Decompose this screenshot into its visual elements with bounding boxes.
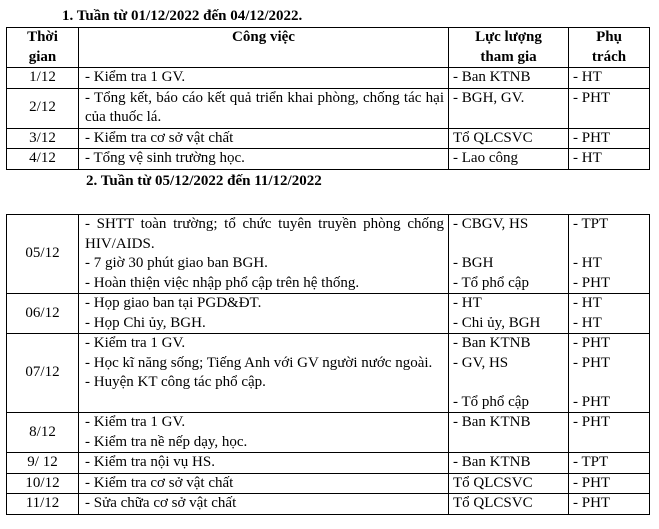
force-cell (449, 473, 569, 494)
force-line: - Tổ phổ cập (453, 393, 529, 410)
force-line: Tổ QLCSVC (453, 129, 533, 146)
force-cell (449, 128, 569, 149)
work-line: - Kiểm tra cơ sở vật chất (85, 474, 234, 491)
work-cell (79, 494, 449, 515)
date-cell: 10/12 (7, 473, 79, 494)
lead-line (573, 235, 645, 255)
table-row (7, 473, 650, 494)
force-line (453, 373, 564, 393)
lead-cell (569, 128, 650, 149)
force-line (453, 235, 564, 255)
date-cell: 07/12 (7, 334, 79, 413)
work-line: - Hoàn thiện việc nhập phổ cập trên hệ thống. (85, 274, 360, 291)
force-line: Tổ QLCSVC (453, 474, 533, 491)
force-line: - GV, HS (453, 354, 509, 371)
date-cell: 4/12 (7, 149, 79, 170)
week1-heading: 1. Tuần từ 01/12/2022 đến 04/12/2022. (62, 8, 303, 24)
header-work (79, 28, 449, 68)
work-line: - Kiểm tra cơ sở vật chất (85, 129, 234, 146)
force-cell (449, 334, 569, 413)
lead-line: - HT (573, 255, 602, 271)
header-time-line: Thời (27, 29, 58, 45)
force-line: - CBGV, HS (453, 216, 529, 232)
work-line: - Tổng vệ sinh trường học. (85, 150, 245, 166)
table-row (7, 215, 650, 294)
force-line: - Lao công (453, 150, 518, 166)
week2-table (6, 214, 650, 515)
lead-line: - PHT (573, 335, 611, 351)
force-cell (449, 494, 569, 515)
work-line: - Sửa chữa cơ sở vật chất (85, 495, 237, 511)
lead-line: - PHT (573, 354, 611, 371)
lead-line: - PHT (573, 129, 611, 146)
work-cell (79, 453, 449, 474)
work-line: - SHTT toàn trường; tổ chức tuyên truyền phòng chống HIV/AIDS. (85, 216, 444, 252)
work-cell (79, 294, 449, 334)
force-line: - Ban KTNB (453, 335, 531, 351)
work-cell (79, 128, 449, 149)
table-row (7, 413, 650, 453)
force-line: - Chi ủy, BGH (453, 314, 541, 331)
date-cell: 06/12 (7, 294, 79, 334)
lead-cell (569, 473, 650, 494)
lead-line: - PHT (573, 274, 611, 291)
lead-line: - HT (573, 69, 602, 85)
header-row (7, 28, 650, 68)
header-force-line: Lực lượng (475, 29, 542, 45)
work-cell (79, 149, 449, 170)
date-cell: 8/12 (7, 413, 79, 453)
work-line: - Huyện KT công tác phổ cập. (85, 374, 266, 390)
force-cell (449, 215, 569, 294)
work-line: - Học kĩ năng sống; Tiếng Anh với GV người nước ngoài. (85, 354, 433, 371)
work-line: - Kiểm tra nội vụ HS. (85, 454, 215, 470)
lead-cell (569, 294, 650, 334)
header-lead-line: Phụ (596, 29, 622, 45)
lead-line (573, 373, 645, 393)
lead-cell (569, 453, 650, 474)
lead-line: - PHT (573, 414, 611, 430)
date-cell: 2/12 (7, 88, 79, 128)
lead-cell (569, 88, 650, 128)
force-line: - Ban KTNB (453, 414, 531, 430)
date-cell: 05/12 (7, 215, 79, 294)
work-line: - Họp Chi ủy, BGH. (85, 314, 206, 331)
lead-cell (569, 334, 650, 413)
force-line: Tổ QLCSVC (453, 495, 533, 511)
header-lead (569, 28, 650, 68)
week1-table (6, 27, 650, 170)
date-cell: 11/12 (7, 494, 79, 515)
lead-line: - PHT (573, 495, 611, 511)
table-row (7, 294, 650, 334)
date-cell: 3/12 (7, 128, 79, 149)
work-cell (79, 68, 449, 89)
work-line: - Kiểm tra 1 GV. (85, 414, 186, 430)
force-cell (449, 88, 569, 128)
header-force-line: tham gia (480, 48, 537, 65)
header-time (7, 28, 79, 68)
force-line: - Ban KTNB (453, 454, 531, 470)
force-cell (449, 68, 569, 89)
lead-cell (569, 68, 650, 89)
lead-cell (569, 494, 650, 515)
lead-cell (569, 149, 650, 170)
lead-line: - TPT (573, 216, 609, 232)
force-line: - Tổ phổ cập (453, 274, 529, 291)
lead-line: - PHT (573, 393, 611, 410)
table-row (7, 149, 650, 170)
work-cell (79, 88, 449, 128)
lead-line: - TPT (573, 454, 609, 470)
work-cell (79, 413, 449, 453)
force-cell (449, 453, 569, 474)
work-cell (79, 215, 449, 294)
work-line: - Kiểm tra 1 GV. (85, 69, 186, 85)
force-cell (449, 294, 569, 334)
date-cell: 9/ 12 (7, 453, 79, 474)
force-line: - BGH (453, 255, 494, 271)
work-line: - Kiểm tra nề nếp dạy, học. (85, 433, 248, 450)
table-row (7, 453, 650, 474)
lead-cell (569, 413, 650, 453)
header-work-label: Công việc (232, 29, 295, 45)
work-line: - 7 giờ 30 phút giao ban BGH. (85, 255, 268, 271)
week2-heading: 2. Tuần từ 05/12/2022 đến 11/12/2022 (86, 173, 322, 189)
lead-cell (569, 215, 650, 294)
lead-line: - PHT (573, 474, 611, 491)
table-row (7, 334, 650, 413)
force-cell (449, 413, 569, 453)
force-cell (449, 149, 569, 170)
table-row (7, 68, 650, 89)
table-row (7, 128, 650, 149)
force-line: - BGH, GV. (453, 89, 525, 106)
table-row (7, 88, 650, 128)
lead-line: - PHT (573, 89, 611, 106)
date-cell: 1/12 (7, 68, 79, 89)
header-force (449, 28, 569, 68)
work-line: - Họp giao ban tại PGD&ĐT. (85, 295, 262, 311)
work-line: - Tổng kết, báo cáo kết quả triển khai phòng, chống tác hại của thuốc lá. (85, 89, 444, 125)
lead-line: - HT (573, 295, 602, 311)
header-lead-line: trách (591, 48, 627, 65)
force-line: - HT (453, 295, 482, 311)
force-line: - Ban KTNB (453, 69, 531, 85)
work-cell (79, 473, 449, 494)
work-cell (79, 334, 449, 413)
lead-line: - HT (573, 150, 602, 166)
work-line: - Kiểm tra 1 GV. (85, 335, 186, 351)
lead-line: - HT (573, 314, 602, 331)
header-time-line: gian (28, 48, 57, 65)
table-row (7, 494, 650, 515)
